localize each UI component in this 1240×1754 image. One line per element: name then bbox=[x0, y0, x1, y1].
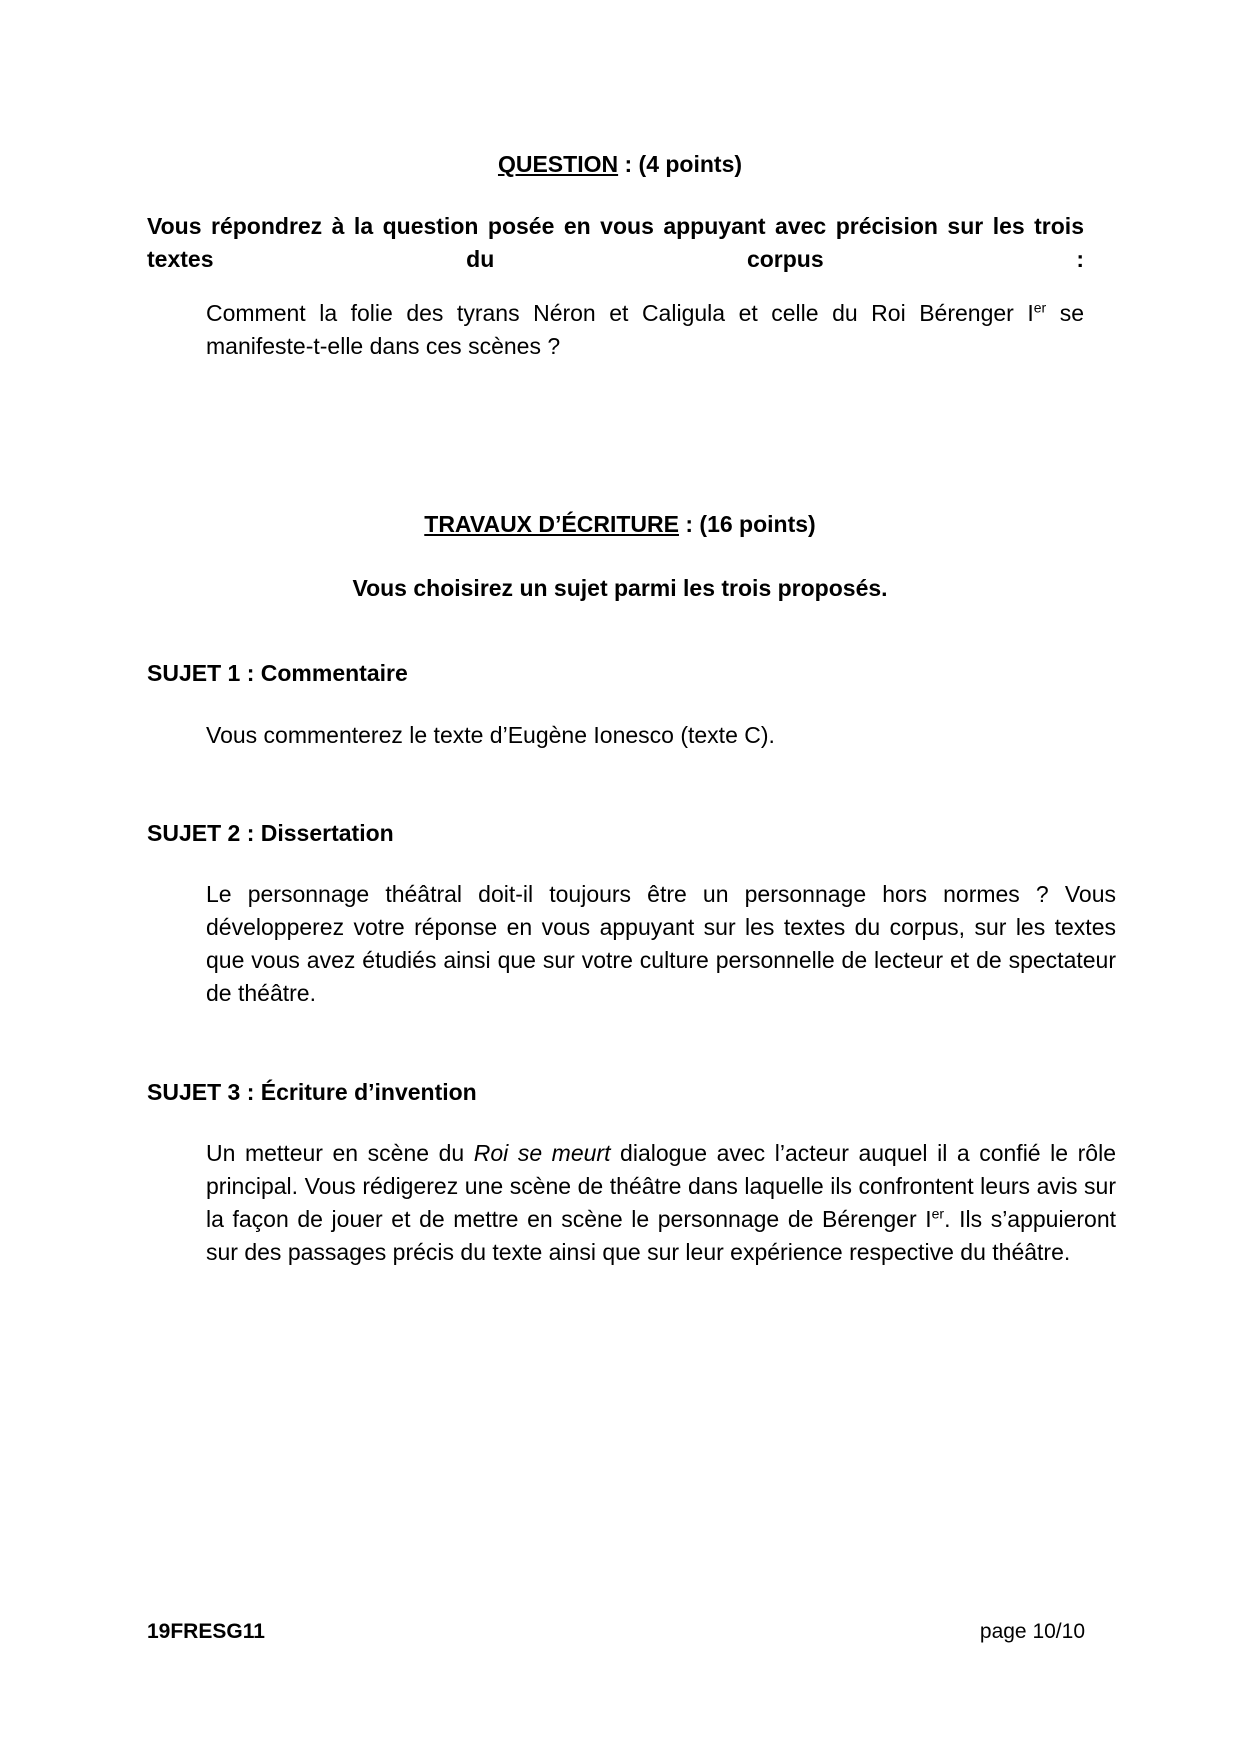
footer-page-number: page 10/10 bbox=[979, 1620, 1085, 1643]
sujet3-text-part2: dialogue avec l’acteur auquel il a confié le rôle principal. Vous rédigerez une scène de théâtre dans laquelle ils confrontent leurs avis sur la façon de jouer et de mettre en scène le personnage de Bérenger I bbox=[206, 1140, 1116, 1232]
question-heading bbox=[0, 148, 1240, 180]
footer-code: 19FRESG11 bbox=[147, 1620, 265, 1643]
sujet3-text-sup: er bbox=[931, 1205, 945, 1222]
travaux-heading bbox=[0, 508, 1240, 540]
sujet3-text-part3: . Ils s’appuieront sur des passages précis du texte ainsi que sur leur expérience respective du théâtre. bbox=[206, 1206, 1117, 1265]
question-points: : (4 points) bbox=[618, 151, 743, 177]
question-text-sup: er bbox=[1033, 299, 1047, 316]
sujet3-text-part1: Un metteur en scène du bbox=[206, 1140, 474, 1166]
question-text-after: se manifeste-t-elle dans ces scènes ? bbox=[206, 300, 1084, 359]
question-label: QUESTION bbox=[497, 151, 619, 177]
travaux-points: : (16 points) bbox=[678, 511, 816, 537]
question-text bbox=[206, 297, 1084, 363]
sujet2-text: Le personnage théâtral doit-il toujours être un personnage hors normes ? Vous développerez votre réponse en vous appuyant sur les textes du corpus, sur les textes que vous avez étudiés ainsi que sur votre culture personnelle de lecteur et de spectateur de théâtre. bbox=[206, 881, 1116, 1006]
sujet2-title: SUJET 2 : Dissertation bbox=[147, 820, 394, 846]
question-text-before: Comment la folie des tyrans Néron et Caligula et celle du Roi Bérenger I bbox=[206, 300, 1034, 326]
sujet3-text-italic: Roi se meurt bbox=[473, 1140, 611, 1166]
question-instruction: Vous répondrez à la question posée en vous appuyant avec précision sur les trois textes du corpus : bbox=[147, 213, 1084, 272]
sujet3-text bbox=[206, 1137, 1116, 1269]
sujet1-title: SUJET 1 : Commentaire bbox=[147, 660, 408, 686]
sujet3-title: SUJET 3 : Écriture d’invention bbox=[147, 1079, 477, 1105]
sujet1-text: Vous commenterez le texte d’Eugène Ionesco (texte C). bbox=[206, 722, 775, 748]
travaux-label: TRAVAUX D’ÉCRITURE bbox=[424, 511, 679, 537]
travaux-choice: Vous choisirez un sujet parmi les trois proposés. bbox=[352, 575, 888, 601]
